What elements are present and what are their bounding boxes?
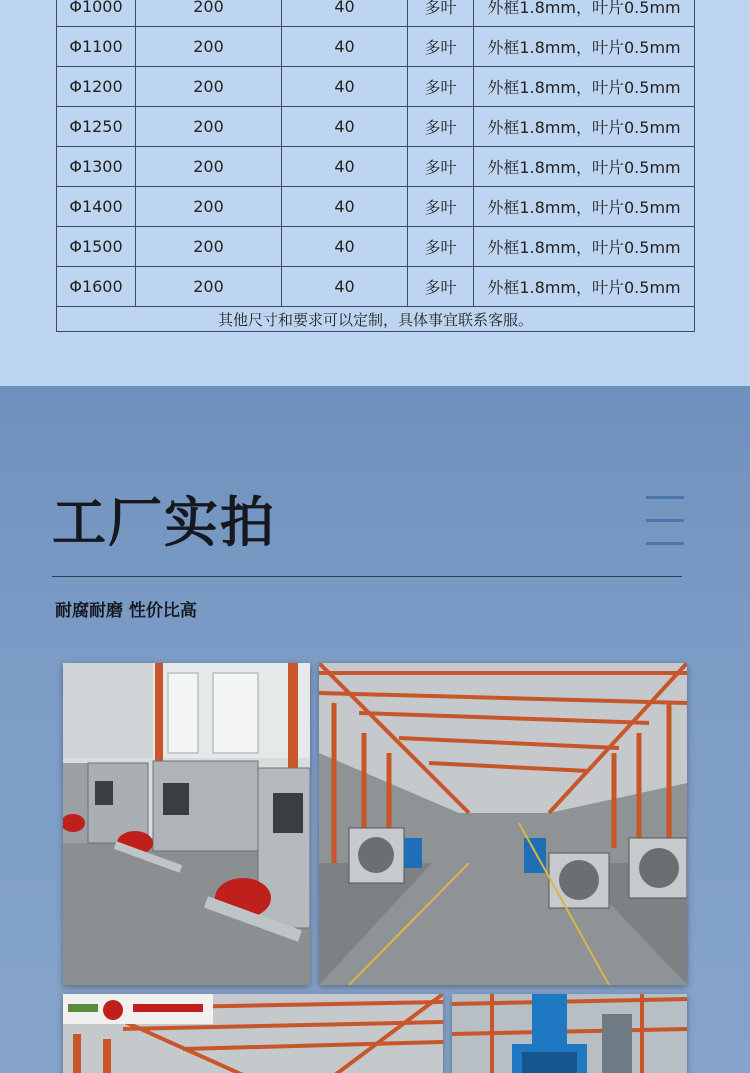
cell-length: 200 [136, 227, 282, 267]
cell-diameter: Φ1250 [57, 107, 136, 147]
cell-blade-type: 多叶 [408, 187, 474, 227]
cell-diameter: Φ1200 [57, 67, 136, 107]
table-row [57, 147, 695, 187]
cell-blade-type: 多叶 [408, 27, 474, 67]
table-row [57, 267, 695, 307]
cell-width: 40 [282, 107, 408, 147]
table-row [57, 187, 695, 227]
table-row [57, 0, 695, 27]
cell-blade-type: 多叶 [408, 147, 474, 187]
factory-photo-fan-units [63, 663, 310, 985]
cell-width: 40 [282, 267, 408, 307]
spec-table-section [0, 0, 750, 386]
cell-diameter: Φ1400 [57, 187, 136, 227]
cell-width: 40 [282, 227, 408, 267]
cell-length: 200 [136, 147, 282, 187]
cell-thickness: 外框1.8mm，叶片0.5mm [474, 107, 695, 147]
cell-blade-type: 多叶 [408, 0, 474, 27]
table-row [57, 107, 695, 147]
cell-length: 200 [136, 0, 282, 27]
cell-width: 40 [282, 27, 408, 67]
spec-table [56, 0, 695, 332]
cell-blade-type: 多叶 [408, 107, 474, 147]
table-note-row [57, 307, 695, 332]
cell-width: 40 [282, 0, 408, 27]
factory-photo-workshop [63, 994, 443, 1073]
section-title: 工厂实拍 [52, 491, 276, 554]
cell-length: 200 [136, 267, 282, 307]
cell-diameter: Φ1000 [57, 0, 136, 27]
factory-section [0, 386, 750, 1073]
cell-blade-type: 多叶 [408, 227, 474, 267]
cell-width: 40 [282, 147, 408, 187]
cell-thickness: 外框1.8mm，叶片0.5mm [474, 67, 695, 107]
table-row [57, 27, 695, 67]
cell-length: 200 [136, 107, 282, 147]
table-row [57, 67, 695, 107]
cell-thickness: 外框1.8mm，叶片0.5mm [474, 147, 695, 187]
factory-photo-hall [319, 663, 687, 985]
cell-length: 200 [136, 187, 282, 227]
cell-blade-type: 多叶 [408, 67, 474, 107]
divider [52, 576, 682, 577]
cell-diameter: Φ1600 [57, 267, 136, 307]
cell-diameter: Φ1500 [57, 227, 136, 267]
table-row [57, 227, 695, 267]
cell-diameter: Φ1100 [57, 27, 136, 67]
cell-width: 40 [282, 67, 408, 107]
cell-thickness: 外框1.8mm，叶片0.5mm [474, 187, 695, 227]
cell-length: 200 [136, 27, 282, 67]
cell-thickness: 外框1.8mm，叶片0.5mm [474, 227, 695, 267]
cell-thickness: 外框1.8mm，叶片0.5mm [474, 267, 695, 307]
three-lines-icon [646, 494, 684, 548]
cell-length: 200 [136, 67, 282, 107]
cell-width: 40 [282, 187, 408, 227]
cell-diameter: Φ1300 [57, 147, 136, 187]
custom-size-note: 其他尺寸和要求可以定制，具体事宜联系客服。 [57, 307, 695, 332]
cell-blade-type: 多叶 [408, 267, 474, 307]
factory-photo-machine [452, 994, 687, 1073]
cell-thickness: 外框1.8mm，叶片0.5mm [474, 0, 695, 27]
cell-thickness: 外框1.8mm，叶片0.5mm [474, 27, 695, 67]
section-subtitle: 耐腐耐磨 性价比高 [55, 601, 197, 621]
